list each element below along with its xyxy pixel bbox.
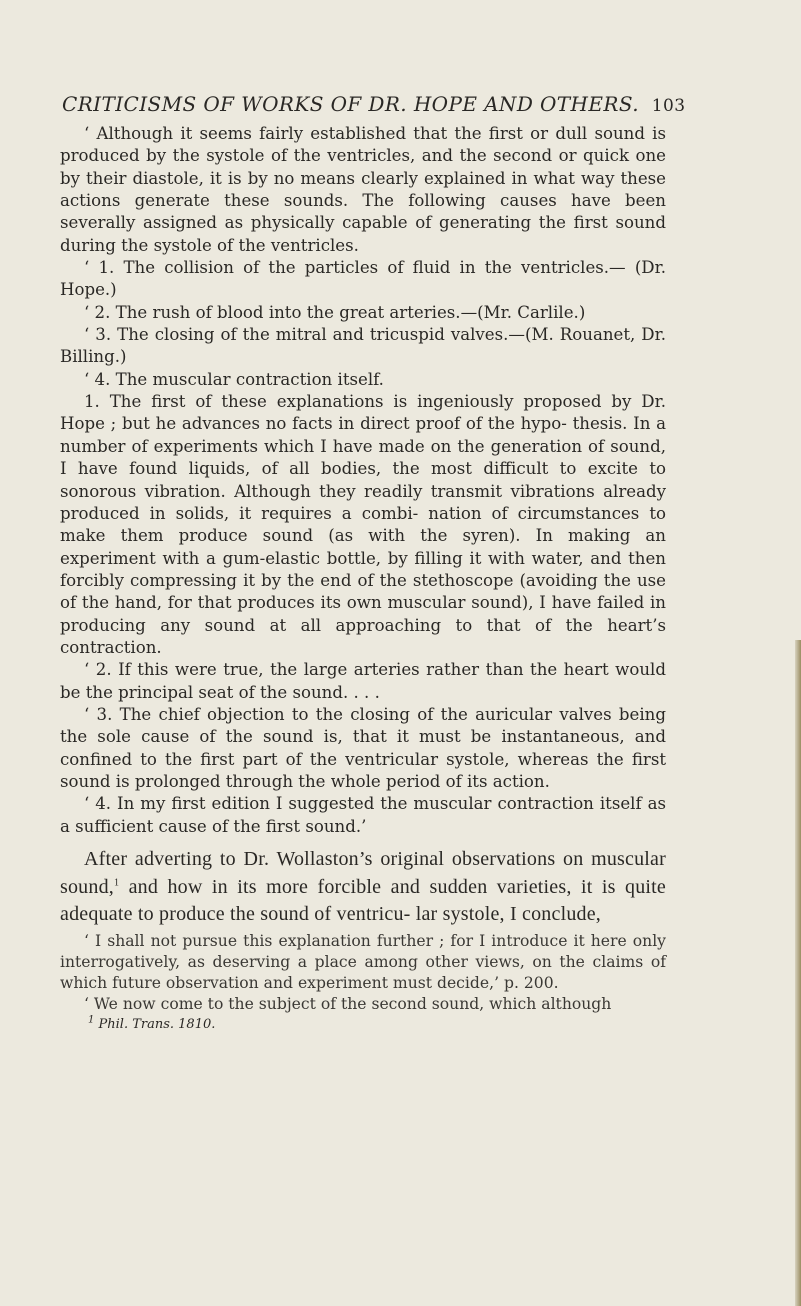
- quoted-paragraph: ‘ 4. In my first edition I suggested the muscular contraction itself as a sufficient cause of the first sound.’: [60, 794, 666, 836]
- quoted-small-paragraph: ‘ We now come to the subject of the second sound, which although: [84, 995, 612, 1014]
- quoted-paragraph: ‘ 2. The rush of blood into the great arteries.—(Mr. Carlile.): [84, 302, 586, 322]
- quoted-paragraph: ‘ 2. If this were true, the large arteries rather than the heart would be the principal seat of the sound. . . .: [60, 660, 666, 702]
- footnote: [88, 1014, 666, 1033]
- footnote-text: Phil. Trans. 1810.: [98, 1017, 216, 1033]
- footnote-marker: 1: [88, 1014, 95, 1026]
- quoted-small-paragraph: ‘ I shall not pursue this explanation further ; for I introduce it here only interrogatively, as deserving a place among other views, on the claims of which future observation and experiment must decide,’ p. 200.: [60, 931, 666, 992]
- running-title: CRITICISMS OF WORKS OF DR. HOPE AND OTHERS.: [62, 92, 639, 116]
- quoted-paragraph: 1. The first of these explanations is ingeniously proposed by Dr. Hope ; but he advances no facts in direct proof of the hypo- thesis. In a number of experiments which I have made on the generation of sound, I have found liquids, of all bodies, the most difficult to excite to sonorous vibration. Although they readily transmit vibrations already produced in solids, it requires a combi- nation of circumstances to make them produce sound (as with the syren). In making an experiment with a gum-elastic bottle, by filling it with water, and then forcibly compressing it by the end of the stethoscope (avoiding the use of the hand, for that produces its own muscular sound), I have failed in producing any sound at all approaching to that of the heart’s contraction.: [60, 392, 666, 657]
- body-text-before-ref: After adverting to Dr. Wollaston’s original observations on muscular sound,: [60, 848, 666, 898]
- body-paragraph: [60, 846, 666, 929]
- body-text-after-ref: and how in its more forcible and sudden varieties, it is quite adequate to produce the sound of ventricu- lar systole, I conclude,: [60, 875, 666, 925]
- running-header: [62, 92, 686, 116]
- page-edge: [795, 640, 801, 1306]
- page-number: 103: [651, 96, 686, 116]
- quoted-paragraph: ‘ 1. The collision of the particles of fluid in the ventricles.— (Dr. Hope.): [60, 258, 666, 300]
- quoted-paragraph: ‘ 3. The chief objection to the closing of the auricular valves being the sole cause of the sound is, that it must be instantaneous, and confined to the first part of the ventricular systole, whereas the first sound is prolonged through the whole period of its action.: [60, 704, 666, 791]
- footnote-reference: 1: [113, 876, 120, 888]
- quoted-paragraph: ‘ 3. The closing of the mitral and tricuspid valves.—(M. Rouanet, Dr. Billing.): [60, 325, 666, 367]
- quoted-paragraph: ‘ Although it seems fairly established that the first or dull sound is produced by the systole of the ventricles, and the second or quick one by their diastole, it is by no means clearly explained in what way these actions generate these sounds. The following causes have been severally assigned as physically capable of generating the first sound during the systole of the ventricles.: [60, 124, 666, 255]
- page-content: [60, 123, 666, 1032]
- quoted-paragraph: ‘ 4. The muscular contraction itself.: [84, 369, 384, 389]
